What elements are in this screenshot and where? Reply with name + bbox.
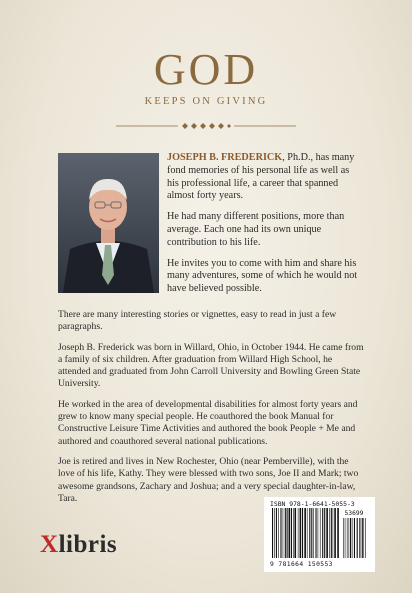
barcode-addon-bar <box>345 518 346 558</box>
barcode-addon-bar <box>362 518 363 558</box>
description-paragraph: There are many interesting stories or vignettes, easy to read in just a few paragraphs. <box>58 309 337 333</box>
barcode-bar <box>307 508 308 558</box>
barcode-addon-bar <box>354 518 355 558</box>
barcode-addon-bar <box>365 518 366 558</box>
barcode-bar <box>320 508 321 558</box>
barcode-bar <box>272 508 273 558</box>
barcode-bar <box>298 508 299 558</box>
barcode-bar <box>337 508 339 558</box>
barcode-addon-bar <box>357 518 358 558</box>
barcode-bar <box>278 508 279 558</box>
book-subtitle: KEEPS ON GIVING <box>144 96 268 107</box>
barcode-bar <box>333 508 334 558</box>
barcode-bar <box>304 508 306 558</box>
barcode-bar <box>293 508 294 558</box>
barcode-bar <box>280 508 281 558</box>
barcode-bar <box>283 508 284 558</box>
author-bio <box>167 152 363 304</box>
bio-paragraph: He invites you to come with him and share his many adventures, some of which he would not have believed possible. <box>167 257 358 295</box>
barcode-bar <box>274 508 275 558</box>
barcode-bar <box>302 508 303 558</box>
barcode-addon-bar <box>347 518 348 558</box>
author-photo <box>58 153 159 293</box>
description-paragraph: He worked in the area of developmental disabilities for almost forty years and grew to know many special people. He coauthored the book Manual for Constructive Leisure Time Activities and authored the book People + Me and authored and coauthored several national publications. <box>58 398 358 447</box>
ornament-divider <box>116 121 296 131</box>
barcode-bar <box>315 508 316 558</box>
barcode-bar <box>318 508 319 558</box>
barcode-bar <box>309 508 310 558</box>
barcode-bar <box>291 508 292 558</box>
barcode-bar <box>289 508 291 558</box>
barcode-addon-bar <box>349 518 350 558</box>
barcode-digits: 9 781664 150553 <box>270 561 333 568</box>
barcode-bar <box>276 508 277 558</box>
barcode-addon-bar <box>359 518 360 558</box>
barcode-addon-bar <box>363 518 364 558</box>
price-code: 53699 <box>344 510 364 517</box>
publisher-logo: Xlibris <box>40 531 118 558</box>
barcode-bar <box>311 508 312 558</box>
barcode-bar <box>326 508 328 558</box>
barcode-bar <box>324 508 325 558</box>
barcode-bar <box>300 508 302 558</box>
barcode-bars <box>270 508 370 560</box>
bio-paragraph: He had many different positions, more than average. Each one had its own unique contribution to his life. <box>167 211 345 248</box>
description <box>58 309 364 513</box>
barcode-bar <box>313 508 314 558</box>
book-title: GOD <box>153 45 259 94</box>
barcode-addon-bar <box>343 518 344 558</box>
barcode-bar <box>331 508 332 558</box>
isbn-text: ISBN 978-1-6641-5055-3 <box>270 500 355 508</box>
bio-intro: JOSEPH B. FREDERICK, Ph.D., has many fond memories of his personal life as well as his professional life, a career that spanned almost forty years. <box>167 152 355 202</box>
barcode-bar <box>294 508 296 558</box>
author-name: JOSEPH B. FREDERICK <box>167 152 283 163</box>
description-paragraph: Joe is retired and lives in New Rochester, Ohio (near Pemberville), with the love of his life, Kathy. They were blessed with two sons, Joe II and Mark; two awesome grandsons, Zachary and Joshua; and a very special daughter-in-law, Tara. <box>58 455 359 504</box>
barcode-bar <box>329 508 330 558</box>
barcode-addon-bar <box>350 518 351 558</box>
barcode-bar <box>287 508 288 558</box>
barcode <box>264 497 375 572</box>
barcode-bar <box>285 508 286 558</box>
barcode-bar <box>334 508 336 558</box>
barcode-bar <box>322 508 323 558</box>
barcode-addon-bar <box>352 518 353 558</box>
description-paragraph: Joseph B. Frederick was born in Willard, Ohio, in October 1944. He came from a family of six children. After graduation from Willard High School, he attended and graduated from John Carroll University and Bowling Green State University. <box>58 341 364 390</box>
